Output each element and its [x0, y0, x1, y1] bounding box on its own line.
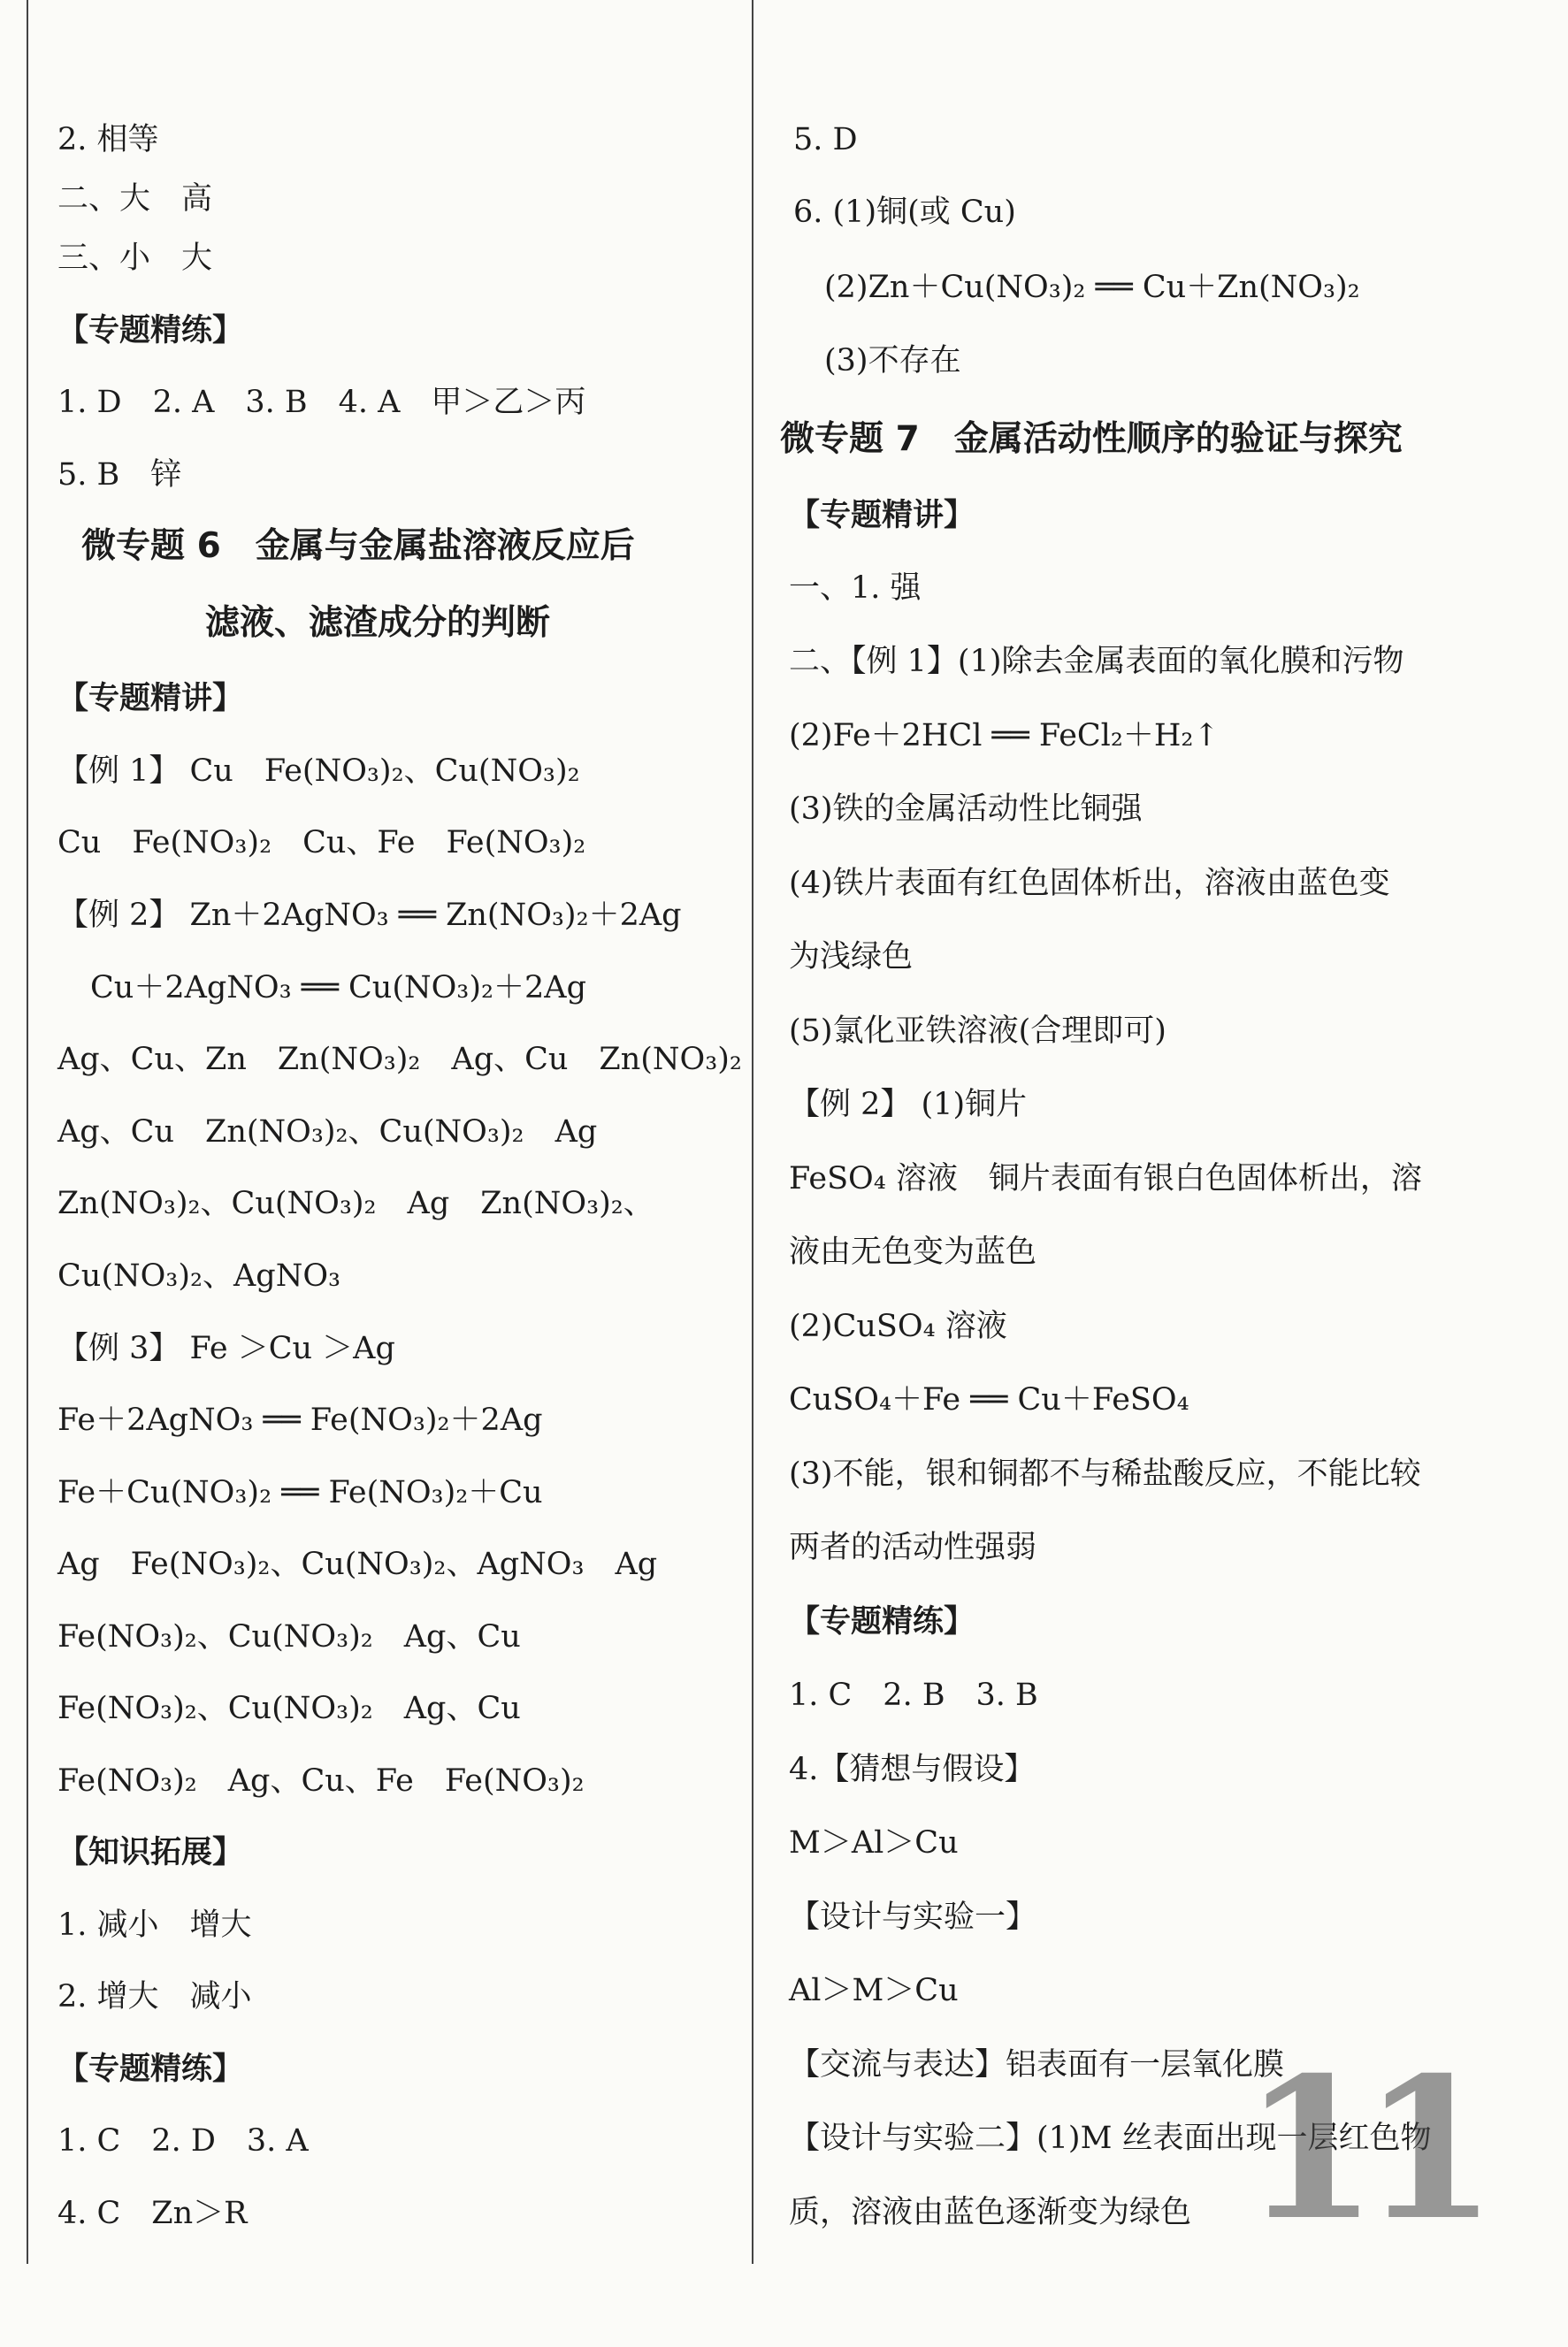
answer-line: 【例 2】 Zn＋2AgNO₃ ══ Zn(NO₃)₂＋2Ag	[57, 898, 682, 933]
section-label: 【专题精练】	[57, 2052, 244, 2087]
answer-line: 6. (1)铜(或 Cu)	[793, 195, 1016, 230]
answer-line: Zn(NO₃)₂、Cu(NO₃)₂ Ag Zn(NO₃)₂、	[57, 1186, 654, 1221]
answer-line: 质，溶液由蓝色逐渐变为绿色	[789, 2195, 1192, 2230]
topic-heading: 滤液、滤渣成分的判断	[205, 603, 551, 643]
answer-line: 1. C 2. B 3. B	[789, 1678, 1038, 1713]
answer-line: 2. 增大 减小	[57, 1979, 252, 2014]
answer-line: 1. C 2. D 3. A	[57, 2123, 309, 2159]
answer-line: Cu(NO₃)₂、AgNO₃	[57, 1258, 341, 1294]
left-column	[27, 0, 753, 2264]
answer-line: Ag、Cu、Zn Zn(NO₃)₂ Ag、Cu Zn(NO₃)₂	[57, 1042, 742, 1077]
answer-line: (2)Fe＋2HCl ══ FeCl₂＋H₂↑	[789, 718, 1220, 753]
answer-line: Fe＋2AgNO₃ ══ Fe(NO₃)₂＋2Ag	[57, 1403, 543, 1438]
answer-line: Cu Fe(NO₃)₂ Cu、Fe Fe(NO₃)₂	[57, 825, 586, 860]
answer-line: 【例 3】 Fe ＞Cu ＞Ag	[57, 1331, 395, 1366]
right-column	[752, 0, 1549, 2264]
answer-line: Fe(NO₃)₂、Cu(NO₃)₂ Ag、Cu	[57, 1691, 521, 1726]
answer-line: 4.【猜想与假设】	[789, 1752, 1036, 1787]
answer-line: 为浅绿色	[789, 939, 914, 975]
answer-line: Ag Fe(NO₃)₂、Cu(NO₃)₂、AgNO₃ Ag	[57, 1547, 658, 1582]
answer-line: 【例 2】 (1)铜片	[789, 1087, 1028, 1122]
answer-line: 两者的活动性强弱	[789, 1530, 1037, 1565]
answer-line: (3)不能，银和铜都不与稀盐酸反应，不能比较	[789, 1456, 1421, 1492]
section-label: 【专题精练】	[57, 313, 244, 348]
answer-line: 【设计与实验一】	[789, 1900, 1037, 1935]
answer-line: Ag、Cu Zn(NO₃)₂、Cu(NO₃)₂ Ag	[57, 1114, 598, 1150]
answer-line: Cu＋2AgNO₃ ══ Cu(NO₃)₂＋2Ag	[90, 970, 586, 1005]
answer-line: (5)氯化亚铁溶液(合理即可)	[789, 1013, 1166, 1049]
answer-line: 【例 1】 Cu Fe(NO₃)₂、Cu(NO₃)₂	[57, 753, 580, 789]
page-number: 11	[1243, 2034, 1482, 2263]
answer-line: (4)铁片表面有红色固体析出，溶液由蓝色变	[789, 866, 1390, 901]
section-label: 【专题精讲】	[57, 681, 244, 716]
answer-line: M＞Al＞Cu	[789, 1825, 959, 1861]
answer-line: 【交流与表达】铝表面有一层氧化膜	[789, 2047, 1285, 2083]
answer-line: Al＞M＞Cu	[789, 1973, 959, 2008]
section-label: 【知识拓展】	[57, 1835, 244, 1870]
answer-line: 三、小 大	[57, 241, 213, 276]
answer-line: (2)Zn＋Cu(NO₃)₂ ══ Cu＋Zn(NO₃)₂	[824, 270, 1360, 305]
answer-line: (2)CuSO₄ 溶液	[789, 1309, 1007, 1344]
answer-line: 5. D	[793, 122, 858, 157]
answer-line: 2. 相等	[57, 122, 159, 157]
section-label: 【专题精讲】	[789, 498, 975, 533]
answer-line: 【设计与实验二】(1)M 丝表面出现一层红色物	[789, 2121, 1432, 2156]
answer-line: 液由无色变为蓝色	[789, 1235, 1037, 1270]
answer-line: 二、【例 1】(1)除去金属表面的氧化膜和污物	[789, 644, 1404, 679]
answer-line: 1. D 2. A 3. B 4. A 甲＞乙＞丙	[57, 385, 586, 420]
answer-line: 5. B 锌	[57, 457, 182, 493]
answer-line: CuSO₄＋Fe ══ Cu＋FeSO₄	[789, 1382, 1189, 1418]
answer-line: 4. C Zn＞R	[57, 2196, 248, 2231]
answer-line: 一、1. 强	[789, 570, 922, 606]
answer-line: Fe(NO₃)₂、Cu(NO₃)₂ Ag、Cu	[57, 1619, 521, 1655]
answer-line: 1. 减小 增大	[57, 1907, 252, 1943]
answer-line: Fe＋Cu(NO₃)₂ ══ Fe(NO₃)₂＋Cu	[57, 1475, 543, 1510]
answer-line: FeSO₄ 溶液 铜片表面有银白色固体析出，溶	[789, 1161, 1422, 1196]
topic-heading: 微专题 6 金属与金属盐溶液反应后	[81, 526, 635, 566]
topic-heading: 微专题 7 金属活动性顺序的验证与探究	[780, 419, 1403, 459]
answer-line: Fe(NO₃)₂ Ag、Cu、Fe Fe(NO₃)₂	[57, 1763, 585, 1799]
answer-line: (3)不存在	[824, 343, 961, 378]
section-label: 【专题精练】	[789, 1604, 975, 1640]
answer-line: 二、大 高	[57, 181, 213, 217]
answer-line: (3)铁的金属活动性比铜强	[789, 791, 1143, 827]
